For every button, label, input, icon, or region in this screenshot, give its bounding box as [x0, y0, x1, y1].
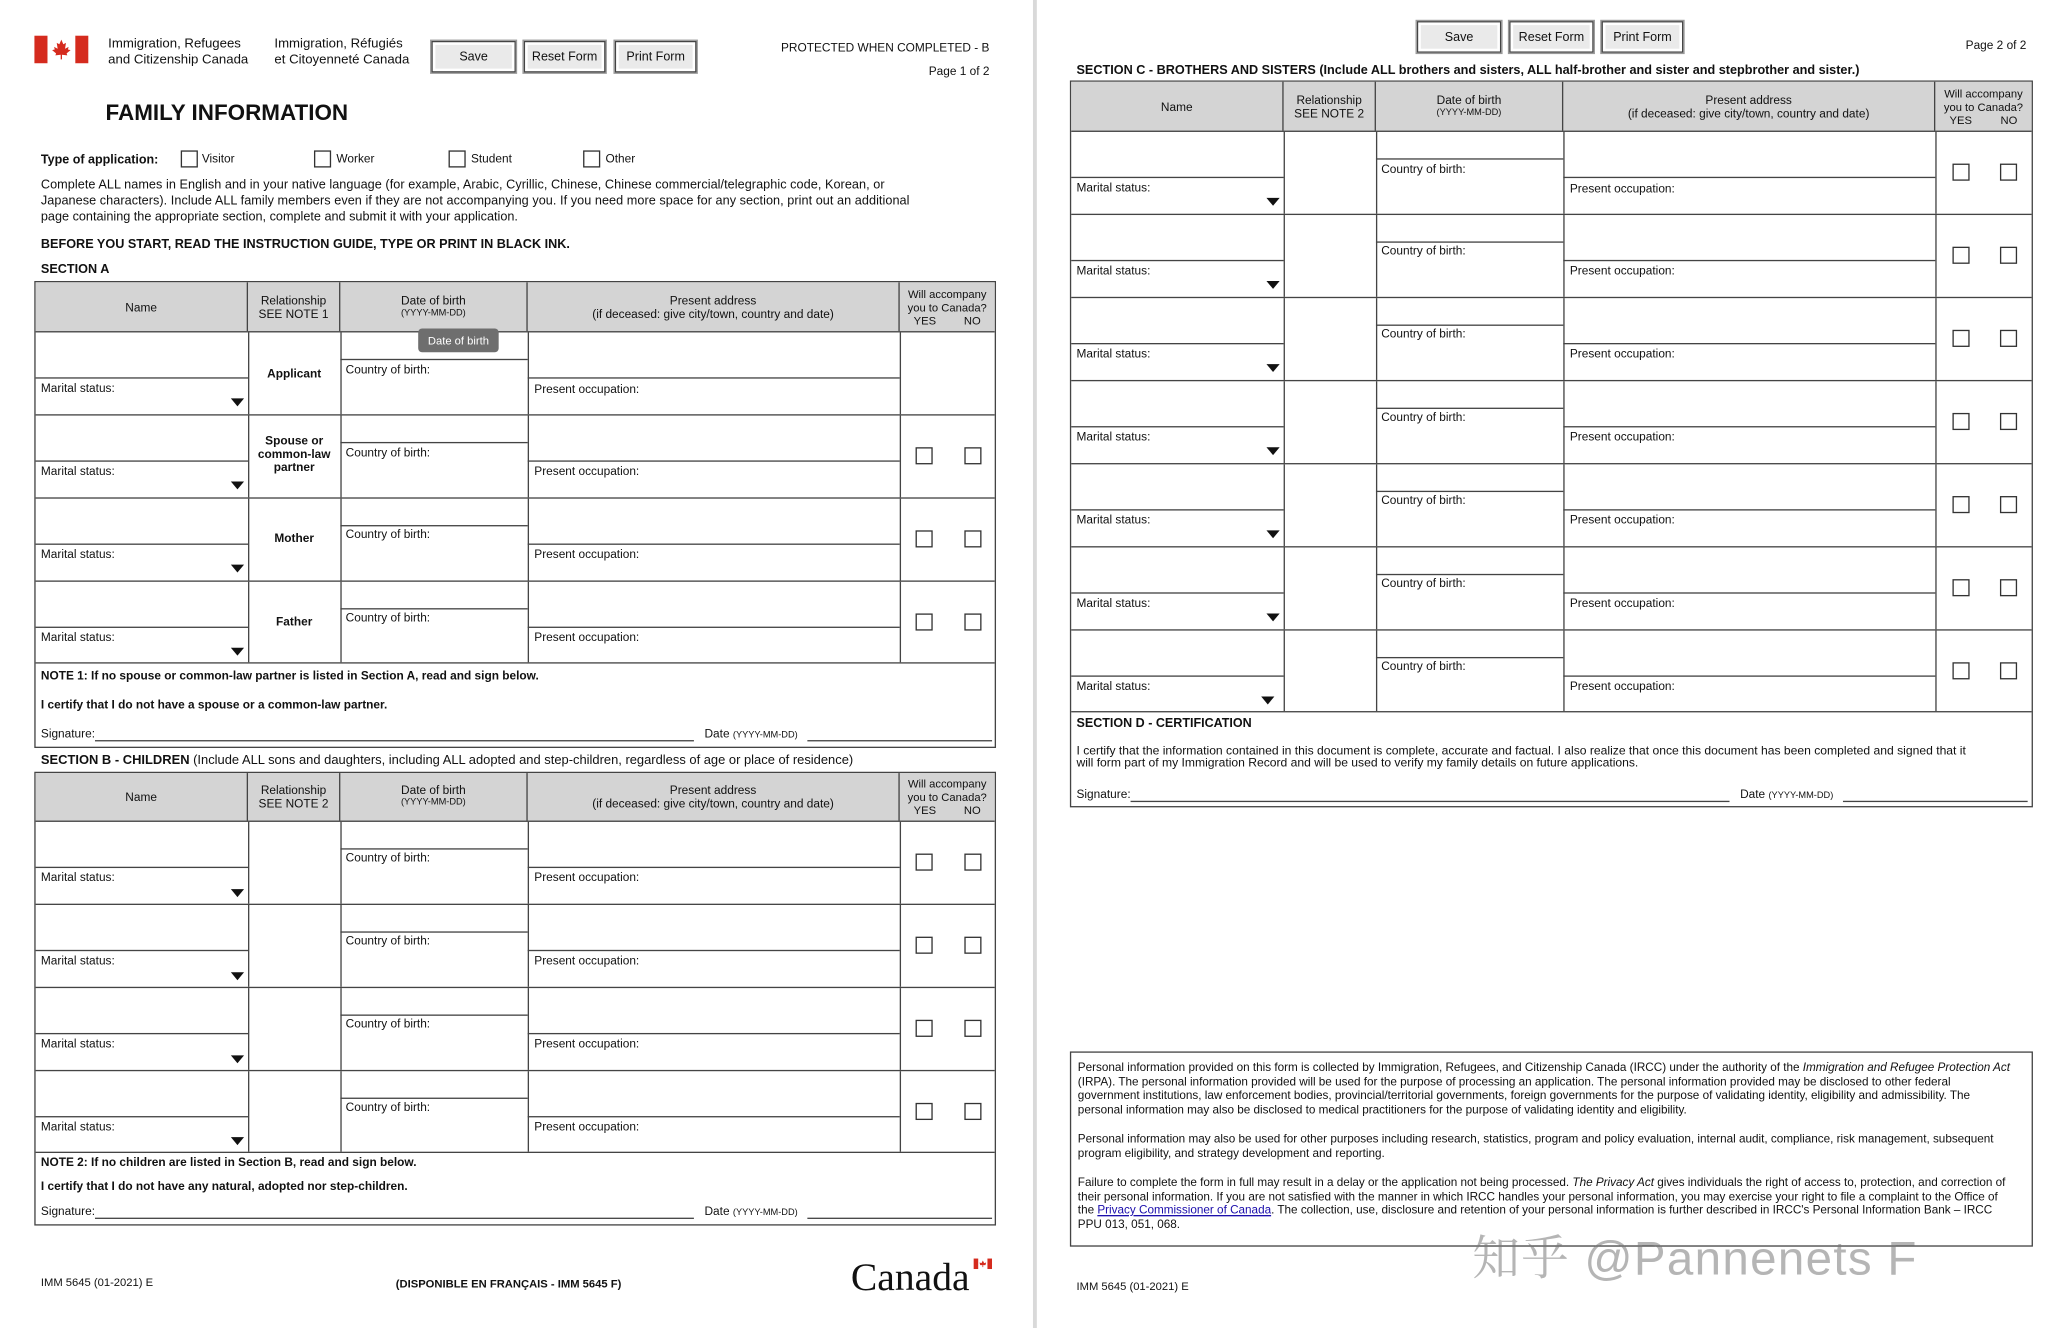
org-name-en-line1: Immigration, Refugees [108, 36, 241, 52]
page-title: FAMILY INFORMATION [105, 100, 349, 126]
country-of-birth-label: Country of birth: [1381, 659, 1466, 673]
address-input[interactable] [1565, 464, 1936, 509]
marital-status-dropdown[interactable] [231, 889, 244, 897]
reset-form-button[interactable]: Reset Form [524, 41, 606, 73]
section-a-table [34, 281, 996, 748]
marital-status-label: Marital status: [40, 1120, 115, 1134]
student-label: Student [470, 151, 512, 165]
dob-input[interactable] [1377, 132, 1563, 158]
col-accompany: Will accompany you to Canada? YES NO [907, 286, 987, 327]
dob-input[interactable] [1377, 547, 1563, 573]
country-of-birth-label: Country of birth: [1381, 493, 1466, 507]
name-input[interactable] [36, 332, 247, 377]
present-occupation-label: Present occupation: [534, 382, 640, 396]
type-of-application-label: Type of application: [40, 153, 159, 168]
marital-status-dropdown[interactable] [1266, 364, 1279, 372]
section-a-header [36, 282, 995, 332]
page-number: Page 2 of 2 [1965, 38, 2027, 52]
section-c-header [1071, 82, 2031, 132]
dob-input[interactable] [1377, 631, 1563, 657]
section-c-title: SECTION C - BROTHERS AND SISTERS (Include ALL brothers and sisters, ALL half-brother and sister and stepbrother and sister.) [1076, 63, 1860, 78]
name-input[interactable] [36, 499, 247, 544]
other-checkbox[interactable] [583, 150, 600, 167]
marital-status-label: Marital status: [40, 953, 115, 967]
name-input[interactable] [36, 988, 247, 1033]
section-c-row [1071, 381, 2031, 464]
certify-no-spouse: I certify that I do not have a spouse or a common-law partner. [40, 697, 388, 712]
marital-status-label: Marital status: [1076, 430, 1151, 444]
dob-input[interactable] [1377, 464, 1563, 490]
address-input[interactable] [529, 499, 900, 544]
present-occupation-label: Present occupation: [1569, 679, 1675, 693]
col-relationship: Relationship SEE NOTE 1 [248, 282, 340, 331]
name-input[interactable] [1071, 631, 1282, 676]
marital-status-label: Marital status: [1076, 596, 1151, 610]
section-a-row-mother [36, 499, 995, 582]
col-relationship: Relationship SEE NOTE 2 [248, 773, 340, 820]
page-2 [1037, 0, 2058, 1328]
marital-status-label: Marital status: [40, 870, 115, 884]
dob-input[interactable] [342, 416, 528, 442]
accompany-yes-checkbox[interactable] [916, 1020, 933, 1037]
note-1: NOTE 1: If no spouse or common-law partner is listed in Section A, read and sign below. [40, 668, 539, 683]
accompany-no-checkbox[interactable] [964, 613, 981, 630]
note-2: NOTE 2: If no children are listed in Section B, read and sign below. [40, 1155, 417, 1169]
country-of-birth-label: Country of birth: [345, 934, 431, 948]
name-input[interactable] [36, 416, 247, 461]
present-occupation-label: Present occupation: [534, 464, 640, 478]
accompany-yes-checkbox[interactable] [916, 447, 933, 464]
address-input[interactable] [529, 905, 900, 950]
accompany-yes-checkbox[interactable] [1952, 247, 1969, 264]
country-of-birth-label: Country of birth: [345, 1100, 431, 1114]
section-b-row [36, 1071, 995, 1153]
org-name-en-line2: and Citizenship Canada [108, 52, 249, 68]
section-c-table [1070, 80, 2033, 807]
intro-line-2: Japanese characters). Include ALL family members even if they are not accompanying you. If you need more space for any section, print out an additional [40, 193, 910, 209]
reset-form-button[interactable]: Reset Form [1509, 21, 1593, 53]
marital-status-label: Marital status: [1076, 513, 1151, 527]
col-name: Name [36, 282, 248, 331]
signature-line[interactable] [95, 740, 694, 741]
print-form-button[interactable]: Print Form [615, 41, 697, 73]
country-of-birth-label: Country of birth: [1381, 576, 1466, 590]
section-d-text-2: will form part of my Immigration Record and will be used to verify my family details on future applications. [1076, 755, 1639, 770]
dob-input[interactable] [342, 822, 528, 848]
visitor-label: Visitor [201, 151, 235, 165]
accompany-yes-checkbox[interactable] [1952, 662, 1969, 679]
address-input[interactable] [529, 416, 900, 461]
country-of-birth-label: Country of birth: [1381, 244, 1466, 258]
accompany-no-checkbox[interactable] [964, 530, 981, 547]
country-of-birth-label: Country of birth: [345, 362, 431, 376]
name-input[interactable] [1071, 298, 1282, 343]
relationship-input[interactable] [1285, 298, 1376, 380]
relationship-input[interactable] [1285, 547, 1376, 629]
marital-status-dropdown[interactable] [1266, 447, 1279, 455]
country-of-birth-label: Country of birth: [345, 527, 431, 541]
address-input[interactable] [529, 332, 900, 377]
col-relationship: Relationship SEE NOTE 2 [1284, 82, 1376, 131]
signature-label: Signature: [40, 726, 96, 741]
page-number: Page 1 of 2 [928, 64, 990, 78]
marital-status-label: Marital status: [40, 1036, 115, 1051]
section-b-row [36, 905, 995, 988]
accompany-yes-checkbox[interactable] [916, 937, 933, 954]
address-input[interactable] [529, 1071, 900, 1116]
accompany-no-checkbox[interactable] [2000, 496, 2017, 513]
date-of-birth-tooltip: Date of birth [418, 328, 498, 352]
present-occupation-label: Present occupation: [1569, 346, 1675, 361]
print-form-button[interactable]: Print Form [1602, 21, 1684, 53]
col-address: Present address (if deceased: give city/town, country and date) [528, 282, 900, 331]
accompany-no-checkbox[interactable] [2000, 247, 2017, 264]
present-occupation-label: Present occupation: [534, 1120, 640, 1134]
country-of-birth-label: Country of birth: [345, 1017, 431, 1031]
save-button[interactable]: Save [1417, 21, 1501, 53]
accompany-no-checkbox[interactable] [964, 854, 981, 871]
relationship-spouse-2: common-law [257, 447, 331, 461]
accompany-yes-checkbox[interactable] [1952, 579, 1969, 596]
section-b-row [36, 988, 995, 1071]
name-input[interactable] [1071, 132, 1282, 177]
privacy-commissioner-link[interactable]: Privacy Commissioner of Canada [1097, 1203, 1272, 1217]
present-occupation-label: Present occupation: [1569, 263, 1675, 278]
date-label: Date (YYYY-MM-DD) [704, 1204, 798, 1218]
relationship-mother: Mother [274, 531, 314, 545]
signature-line[interactable] [95, 1218, 694, 1219]
accompany-no-checkbox[interactable] [964, 937, 981, 954]
name-input[interactable] [36, 822, 247, 867]
address-input[interactable] [529, 822, 900, 867]
name-input[interactable] [36, 582, 247, 627]
section-a-row-father [36, 582, 995, 664]
section-b-table [34, 772, 996, 1226]
present-occupation-label: Present occupation: [1569, 182, 1675, 196]
relationship-input[interactable] [1285, 132, 1376, 214]
marital-status-dropdown[interactable] [1266, 530, 1279, 538]
country-of-birth-label: Country of birth: [1381, 410, 1466, 424]
org-name-fr-line1: Immigration, Réfugiés [274, 36, 403, 52]
country-of-birth-label: Country of birth: [1381, 327, 1466, 341]
marital-status-label: Marital status: [40, 464, 115, 478]
present-occupation-label: Present occupation: [534, 1036, 640, 1051]
dob-input[interactable] [342, 905, 528, 931]
name-input[interactable] [36, 905, 247, 950]
privacy-notice: Personal information provided on this form is collected by Immigration, Refugees, and Citizenship Canada (IRCC) under the authority of the Immigration and Refugee Protection Act (IRPA). The personal information provided will be used for the purpose of processing an application. The personal information provided may be disclosed to other federal government institutions, law enforcement bodies, provincial/territorial governments, foreign governments for the purpose of validating identity, eligibility and admissibility. The personal information may also be disclosed to medical practitioners for the purpose of validating identity and eligibility. Personal information may also be used for other purposes including research, statistics, program and policy evaluation, internal audit, compliance, risk management, subsequent program eligibility, and strategy development and reporting. Failure to complete the form in full may result in a delay or the application not being processed. The Privacy Act gives individuals the right of access to, protection, and correction of their personal information. If you are not satisfied with the manner in which IRCC handles your personal information, you may exercise your right to file a complaint to the Office of the Privacy Commissioner of Canada. The collection, use, disclosure and retention of your personal information is further described in IRCC's Personal Information Bank – IRCC PPU 013, 051, 068. [1070, 1051, 2033, 1246]
accompany-yes-checkbox[interactable] [916, 1103, 933, 1120]
marital-status-label: Marital status: [1076, 180, 1151, 194]
address-input[interactable] [1565, 132, 1936, 177]
accompany-yes-checkbox[interactable] [1952, 164, 1969, 181]
country-of-birth-label: Country of birth: [345, 610, 431, 624]
dob-input[interactable] [342, 582, 528, 608]
col-dob: Date of birth (YYYY-MM-DD) [1376, 82, 1563, 131]
address-input[interactable] [1565, 381, 1936, 426]
present-occupation-label: Present occupation: [1569, 430, 1675, 444]
dob-input[interactable] [1377, 381, 1563, 407]
accompany-no-checkbox[interactable] [964, 1103, 981, 1120]
relationship-input[interactable] [1285, 381, 1376, 463]
col-address: Present address (if deceased: give city/town, country and date) [1563, 82, 1935, 131]
relationship-input[interactable] [249, 988, 340, 1070]
marital-status-label: Marital status: [40, 381, 115, 395]
address-input[interactable] [1565, 215, 1936, 260]
signature-label: Signature: [40, 1204, 96, 1218]
before-you-start: BEFORE YOU START, READ THE INSTRUCTION GUIDE, TYPE OR PRINT IN BLACK INK. [40, 237, 570, 252]
name-input[interactable] [36, 1071, 247, 1116]
dob-input[interactable] [342, 988, 528, 1014]
address-input[interactable] [1565, 547, 1936, 592]
dob-input[interactable] [1377, 298, 1563, 324]
canada-flag-icon [34, 36, 88, 64]
col-dob: Date of birth (YYYY-MM-DD) [340, 282, 527, 331]
section-c-row [1071, 132, 2031, 215]
student-checkbox[interactable] [449, 150, 466, 167]
signature-label: Signature: [1076, 787, 1131, 801]
date-line[interactable] [1843, 801, 2028, 802]
marital-status-label: Marital status: [1076, 346, 1151, 361]
name-input[interactable] [1071, 464, 1282, 509]
date-line[interactable] [807, 740, 992, 741]
col-name: Name [1071, 82, 1283, 131]
present-occupation-label: Present occupation: [534, 630, 640, 644]
relationship-input[interactable] [1285, 464, 1376, 546]
col-dob: Date of birth (YYYY-MM-DD) [340, 773, 527, 820]
present-occupation-label: Present occupation: [534, 870, 640, 884]
dob-input[interactable] [1377, 215, 1563, 241]
col-name: Name [36, 773, 248, 820]
section-a-row-applicant [36, 332, 995, 415]
date-label: Date (YYYY-MM-DD) [1740, 787, 1834, 801]
present-occupation-label: Present occupation: [534, 547, 640, 561]
accompany-no-checkbox[interactable] [2000, 164, 2017, 181]
signature-line[interactable] [1131, 801, 1730, 802]
marital-status-dropdown[interactable] [231, 972, 244, 980]
dob-input[interactable] [342, 499, 528, 525]
marital-status-label: Marital status: [1076, 263, 1151, 278]
marital-status-dropdown[interactable] [1266, 281, 1279, 289]
section-b-row [36, 822, 995, 905]
country-of-birth-label: Country of birth: [1381, 162, 1466, 176]
intro-line-3: page containing the appropriate section, complete and submit it with your application. [40, 209, 518, 225]
french-availability: (DISPONIBLE EN FRANÇAIS - IMM 5645 F) [395, 1277, 622, 1291]
accompany-yes-checkbox[interactable] [1952, 496, 1969, 513]
dob-input[interactable] [342, 1071, 528, 1097]
country-of-birth-label: Country of birth: [345, 445, 431, 460]
address-input[interactable] [1565, 298, 1936, 343]
col-accompany: Will accompany you to Canada? YES NO [907, 777, 987, 817]
marital-status-label: Marital status: [1076, 679, 1151, 693]
name-input[interactable] [1071, 547, 1282, 592]
marital-status-dropdown[interactable] [231, 398, 244, 406]
accompany-no-checkbox[interactable] [2000, 579, 2017, 596]
visitor-checkbox[interactable] [181, 150, 198, 167]
relationship-input[interactable] [1285, 215, 1376, 297]
org-name-fr-line2: et Citoyenneté Canada [274, 52, 410, 68]
accompany-yes-checkbox[interactable] [916, 530, 933, 547]
accompany-no-checkbox[interactable] [2000, 330, 2017, 347]
accompany-no-checkbox[interactable] [964, 1020, 981, 1037]
accompany-yes-checkbox[interactable] [1952, 330, 1969, 347]
col-accompany: Will accompany you to Canada? YES NO [1943, 86, 2024, 126]
other-label: Other [605, 151, 636, 165]
address-input[interactable] [1565, 631, 1936, 676]
address-input[interactable] [529, 582, 900, 627]
marital-status-dropdown[interactable] [231, 1055, 244, 1063]
marital-status-dropdown[interactable] [231, 1137, 244, 1145]
marital-status-dropdown[interactable] [231, 482, 244, 490]
relationship-spouse-1: Spouse or [265, 434, 324, 448]
wordmark-flag-icon [974, 1259, 992, 1270]
section-c-row [1071, 298, 2031, 381]
intro-line-1: Complete ALL names in English and in your native language (for example, Arabic, Cyrillic, Chinese, Chinese commercial/telegraphic code, Korean, or [40, 178, 885, 193]
section-b-header [36, 773, 995, 822]
section-c-row [1071, 464, 2031, 547]
relationship-input[interactable] [249, 822, 340, 904]
relationship-input[interactable] [249, 905, 340, 987]
name-input[interactable] [1071, 215, 1282, 260]
canada-wordmark: Canada [850, 1255, 970, 1300]
relationship-input[interactable] [249, 1071, 340, 1151]
form-id: IMM 5645 (01-2021) E [40, 1275, 154, 1289]
relationship-father: Father [276, 614, 313, 628]
address-input[interactable] [529, 988, 900, 1033]
form-id: IMM 5645 (01-2021) E [1076, 1279, 1189, 1293]
present-occupation-label: Present occupation: [1569, 596, 1675, 610]
protected-label: PROTECTED WHEN COMPLETED - B [780, 40, 990, 55]
accompany-yes-checkbox[interactable] [1952, 413, 1969, 430]
relationship-spouse-3: partner [273, 460, 315, 474]
section-d-title: SECTION D - CERTIFICATION [1076, 716, 1252, 731]
marital-status-dropdown[interactable] [1266, 613, 1279, 621]
marital-status-dropdown[interactable] [1261, 697, 1274, 705]
section-d-text-1: I certify that the information contained in this document is complete, accurate and factual. I also realize that once this document has been completed and signed that it [1076, 744, 1966, 758]
marital-status-dropdown[interactable] [231, 648, 244, 656]
marital-status-label: Marital status: [40, 630, 115, 644]
section-b-title: SECTION B - CHILDREN (Include ALL sons and daughters, including ALL adopted and step-children, regardless of age or place of residence) [40, 753, 854, 768]
section-a-title: SECTION A [40, 262, 110, 278]
date-label: Date (YYYY-MM-DD) [704, 726, 798, 741]
present-occupation-label: Present occupation: [1569, 513, 1675, 527]
section-c-row [1071, 215, 2031, 298]
section-c-row [1071, 547, 2031, 630]
country-of-birth-label: Country of birth: [345, 850, 431, 865]
accompany-no-checkbox[interactable] [2000, 662, 2017, 679]
accompany-no-checkbox[interactable] [2000, 413, 2017, 430]
marital-status-label: Marital status: [40, 547, 115, 561]
section-a-row-spouse [36, 416, 995, 499]
date-line[interactable] [807, 1218, 992, 1219]
worker-checkbox[interactable] [314, 150, 331, 167]
watermark: 知乎 @Pannenets F [1472, 1230, 1918, 1285]
section-c-row [1071, 631, 2031, 713]
relationship-input[interactable] [1285, 631, 1376, 711]
col-address: Present address (if deceased: give city/town, country and date) [528, 773, 900, 820]
relationship-applicant: Applicant [267, 366, 322, 380]
present-occupation-label: Present occupation: [534, 953, 640, 967]
accompany-yes-checkbox[interactable] [916, 854, 933, 871]
accompany-yes-checkbox[interactable] [916, 613, 933, 630]
marital-status-dropdown[interactable] [1266, 198, 1279, 206]
save-button[interactable]: Save [431, 41, 515, 73]
worker-label: Worker [336, 151, 375, 165]
accompany-no-checkbox[interactable] [964, 447, 981, 464]
certify-no-children: I certify that I do not have any natural, adopted nor step-children. [40, 1179, 408, 1193]
name-input[interactable] [1071, 381, 1282, 426]
marital-status-dropdown[interactable] [231, 565, 244, 573]
